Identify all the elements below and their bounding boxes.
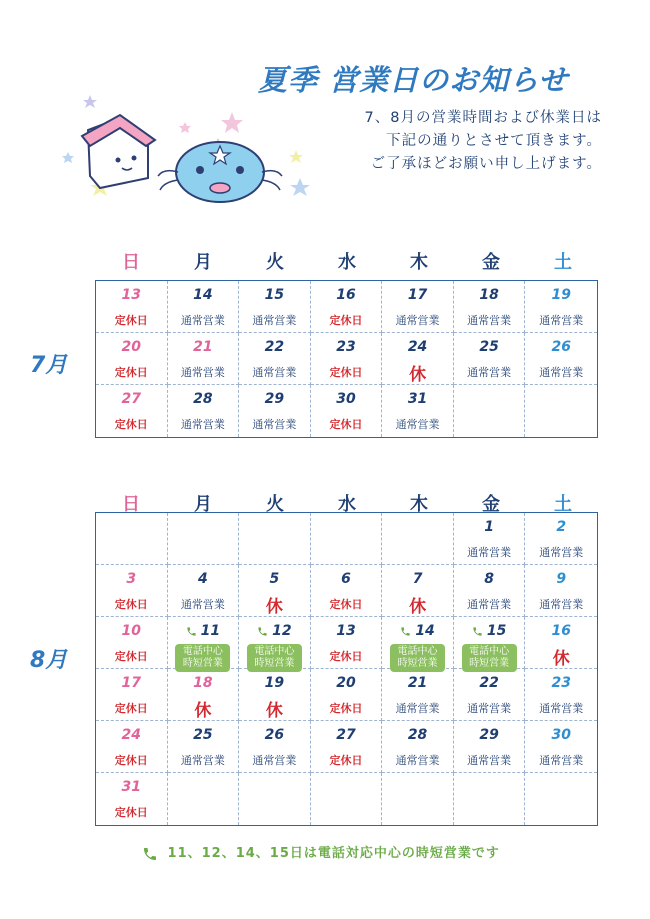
weekday-label: 木: [410, 252, 428, 273]
day-status: 休: [409, 597, 427, 617]
star-icon: [289, 150, 303, 163]
calendar-day-cell: [525, 513, 597, 565]
day-number: 1: [484, 519, 494, 535]
day-status: 休: [552, 649, 570, 669]
day-status: 通常営業: [252, 366, 297, 379]
star-icon: [290, 178, 310, 196]
calendar-day-cell: [525, 669, 597, 721]
footer-text: 11、12、14、15日は電話対応中心の時短営業です: [167, 846, 500, 861]
calendar-day-cell: [525, 617, 597, 669]
day-number: 26: [551, 339, 571, 355]
phone-icon: [142, 846, 158, 862]
calendar-day-cell: [96, 565, 168, 617]
day-status: 定休日: [329, 314, 363, 327]
weekday-label: 日: [122, 494, 140, 515]
day-number: 30: [551, 727, 571, 743]
day-number: 11: [168, 623, 239, 639]
calendar-cell-empty: [311, 773, 383, 825]
calendar-day-cell: [454, 281, 526, 333]
day-status: 通常営業: [180, 754, 225, 767]
day-status: 定休日: [114, 650, 148, 663]
day-number: 2: [556, 519, 567, 535]
calendar-day-cell: [239, 669, 311, 721]
day-number: 22: [479, 675, 499, 691]
day-number: 20: [121, 339, 142, 355]
footer-note: [142, 842, 500, 862]
day-status: 定休日: [114, 702, 148, 715]
day-number: 30: [336, 391, 356, 407]
day-number: 6: [341, 571, 351, 587]
day-status: 定休日: [114, 366, 148, 379]
day-number: 27: [336, 727, 356, 743]
day-status: 通常営業: [180, 314, 225, 327]
day-status: 通常営業: [467, 546, 512, 559]
day-status: 通常営業: [467, 702, 512, 715]
day-number: 13: [121, 287, 142, 303]
day-status: 定休日: [114, 418, 148, 431]
calendar-day-cell: [382, 385, 454, 437]
day-status: 定休日: [329, 702, 363, 715]
day-number: 24: [121, 727, 142, 743]
day-number: 27: [121, 391, 142, 407]
day-status: 通常営業: [180, 598, 225, 611]
day-number: 14: [382, 623, 453, 639]
calendar-day-cell: [96, 281, 168, 333]
star-icon: [83, 95, 97, 108]
day-status: 通常営業: [467, 754, 512, 767]
phone-icon: [186, 626, 197, 637]
day-number: 18: [479, 287, 499, 303]
calendar-day-cell: [454, 669, 526, 721]
day-number: 18: [193, 675, 213, 691]
day-status: 定休日: [329, 650, 363, 663]
calendar-day-cell: [311, 617, 383, 669]
calendar-day-cell: [311, 385, 383, 437]
notice-line: 下記の通りとさせて頂きます。: [386, 133, 602, 149]
calendar-day-cell: [96, 721, 168, 773]
calendar-day-cell: [239, 281, 311, 333]
day-status: 通常営業: [395, 418, 440, 431]
weekday-label: 金: [482, 494, 500, 515]
day-status: 定休日: [329, 598, 363, 611]
calendar-cell-empty: [454, 385, 526, 437]
day-number: 14: [193, 287, 213, 303]
calendar-cell-empty: [382, 513, 454, 565]
calendar-day-cell: [382, 721, 454, 773]
calendar-cell-empty: [96, 513, 168, 565]
day-number: 16: [336, 287, 356, 303]
page-title: 夏季 営業日のお知らせ: [258, 63, 569, 97]
day-number: 26: [264, 727, 285, 743]
day-number: 21: [193, 339, 213, 355]
day-status: 通常営業: [539, 754, 584, 767]
day-status: 定休日: [329, 366, 363, 379]
day-number: 17: [121, 675, 142, 691]
day-number: 25: [193, 727, 213, 743]
calendar-day-cell: [168, 721, 240, 773]
day-status: 通常営業: [539, 366, 584, 379]
day-status: 定休日: [114, 598, 148, 611]
day-number: 10: [121, 623, 142, 639]
day-number: 31: [121, 779, 142, 795]
calendar-day-cell: [96, 669, 168, 721]
phone-icon: [472, 626, 483, 637]
weekday-label: 水: [338, 252, 356, 273]
day-status: 通常営業: [539, 598, 584, 611]
august-calendar: [95, 512, 598, 826]
calendar-day-cell: [96, 773, 168, 825]
day-number: 21: [407, 675, 428, 691]
day-number: 23: [551, 675, 571, 691]
calendar-day-cell: [311, 281, 383, 333]
star-icon: [221, 112, 243, 133]
calendar-day-cell: [454, 513, 526, 565]
day-status: 定休日: [114, 314, 148, 327]
calendar-day-cell: [239, 333, 311, 385]
day-status: 通常営業: [467, 366, 512, 379]
calendar-cell-empty: [168, 513, 240, 565]
weekday-label: 土: [554, 494, 572, 515]
calendar-day-cell: [311, 669, 383, 721]
day-number: 31: [407, 391, 428, 407]
calendar-cell-empty: [525, 773, 597, 825]
day-status: 休: [265, 701, 283, 721]
weekday-label: 火: [266, 494, 284, 515]
calendar-day-cell: [168, 385, 240, 437]
day-status: 電話中心 時短営業: [247, 644, 302, 672]
calendar-day-cell: [96, 333, 168, 385]
calendar-day-cell: [168, 617, 240, 669]
calendar-day-cell: [525, 333, 597, 385]
day-status: 休: [194, 701, 212, 721]
day-number: 15: [454, 623, 525, 639]
calendar-day-cell: [239, 565, 311, 617]
calendar-day-cell: [525, 565, 597, 617]
day-status: 通常営業: [252, 754, 297, 767]
day-status: 定休日: [329, 418, 363, 431]
day-status: 通常営業: [252, 314, 297, 327]
calendar-day-cell: [311, 721, 383, 773]
calendar-day-cell: [239, 617, 311, 669]
notice-text: [365, 107, 602, 176]
day-number: 5: [269, 571, 280, 587]
calendar-cell-empty: [168, 773, 240, 825]
weekday-label: 土: [554, 252, 572, 273]
weekday-label: 金: [482, 252, 500, 273]
star-icon: [179, 122, 191, 133]
weekday-label: 火: [266, 252, 284, 273]
day-status: 通常営業: [467, 598, 512, 611]
calendar-day-cell: [382, 669, 454, 721]
calendar-cell-empty: [454, 773, 526, 825]
calendar-day-cell: [168, 565, 240, 617]
day-status: 電話中心 時短営業: [462, 644, 517, 672]
calendar-day-cell: [311, 565, 383, 617]
weekday-label: 月: [194, 252, 212, 273]
weekday-label: 木: [410, 494, 428, 515]
calendar-day-cell: [239, 721, 311, 773]
weekday-label: 日: [122, 252, 140, 273]
calendar-day-cell: [168, 333, 240, 385]
day-number: 19: [551, 287, 571, 303]
day-number: 8: [484, 571, 494, 587]
mascot-illustration: [60, 90, 330, 220]
july-weekday-header: [95, 248, 599, 274]
day-number: 25: [479, 339, 499, 355]
day-number: 13: [336, 623, 356, 639]
day-number: 15: [264, 287, 285, 303]
calendar-day-cell: [525, 281, 597, 333]
day-status: 休: [265, 597, 283, 617]
day-status: 電話中心 時短営業: [175, 644, 230, 672]
calendar-day-cell: [168, 669, 240, 721]
calendar-cell-empty: [382, 773, 454, 825]
day-number: 9: [556, 571, 567, 587]
month-label-july: 7月: [30, 353, 68, 378]
day-status: 通常営業: [180, 418, 225, 431]
calendar-day-cell: [454, 565, 526, 617]
day-number: 20: [336, 675, 356, 691]
calendar-day-cell: [454, 333, 526, 385]
month-label-august: 8月: [30, 648, 68, 673]
day-number: 29: [264, 391, 285, 407]
day-number: 3: [126, 571, 137, 587]
day-status: 定休日: [114, 754, 148, 767]
day-number: 19: [264, 675, 285, 691]
calendar-cell-empty: [525, 385, 597, 437]
weekday-label: 水: [338, 494, 356, 515]
day-status: 通常営業: [539, 702, 584, 715]
calendar-day-cell: [454, 721, 526, 773]
july-calendar: [95, 280, 598, 438]
calendar-day-cell: [311, 333, 383, 385]
calendar-day-cell: [382, 617, 454, 669]
day-status: 通常営業: [539, 546, 584, 559]
calendar-day-cell: [382, 281, 454, 333]
catfish-mascot-icon: [158, 142, 282, 202]
day-number: 7: [412, 571, 423, 587]
day-number: 17: [407, 287, 428, 303]
day-number: 24: [407, 339, 428, 355]
day-number: 22: [264, 339, 285, 355]
calendar-day-cell: [454, 617, 526, 669]
star-icon: [62, 152, 74, 163]
day-status: 通常営業: [395, 314, 440, 327]
calendar-day-cell: [96, 617, 168, 669]
calendar-day-cell: [239, 385, 311, 437]
phone-icon: [257, 626, 268, 637]
day-status: 通常営業: [395, 754, 440, 767]
day-number: 29: [479, 727, 499, 743]
day-status: 電話中心 時短営業: [390, 644, 445, 672]
calendar-day-cell: [382, 333, 454, 385]
day-status: 通常営業: [539, 314, 584, 327]
phone-icon: [400, 626, 411, 637]
day-status: 休: [409, 365, 427, 385]
day-status: 通常営業: [180, 366, 225, 379]
calendar-day-cell: [168, 281, 240, 333]
calendar-day-cell: [382, 565, 454, 617]
day-number: 16: [551, 623, 571, 639]
day-number: 28: [407, 727, 428, 743]
calendar-cell-empty: [239, 513, 311, 565]
house-mascot-icon: [82, 115, 155, 188]
day-status: 通常営業: [467, 314, 512, 327]
day-number: 12: [239, 623, 310, 639]
notice-line: ご了承ほどお願い申し上げます。: [370, 156, 602, 172]
day-number: 28: [193, 391, 213, 407]
calendar-cell-empty: [311, 513, 383, 565]
calendar-day-cell: [96, 385, 168, 437]
calendar-cell-empty: [239, 773, 311, 825]
day-status: 定休日: [114, 806, 148, 819]
weekday-label: 月: [194, 494, 212, 515]
day-status: 定休日: [329, 754, 363, 767]
day-number: 4: [197, 571, 208, 587]
day-status: 通常営業: [395, 702, 440, 715]
day-number: 23: [336, 339, 356, 355]
notice-line: 7、8月の営業時間および休業日は: [364, 110, 602, 126]
day-status: 通常営業: [252, 418, 297, 431]
calendar-day-cell: [525, 721, 597, 773]
